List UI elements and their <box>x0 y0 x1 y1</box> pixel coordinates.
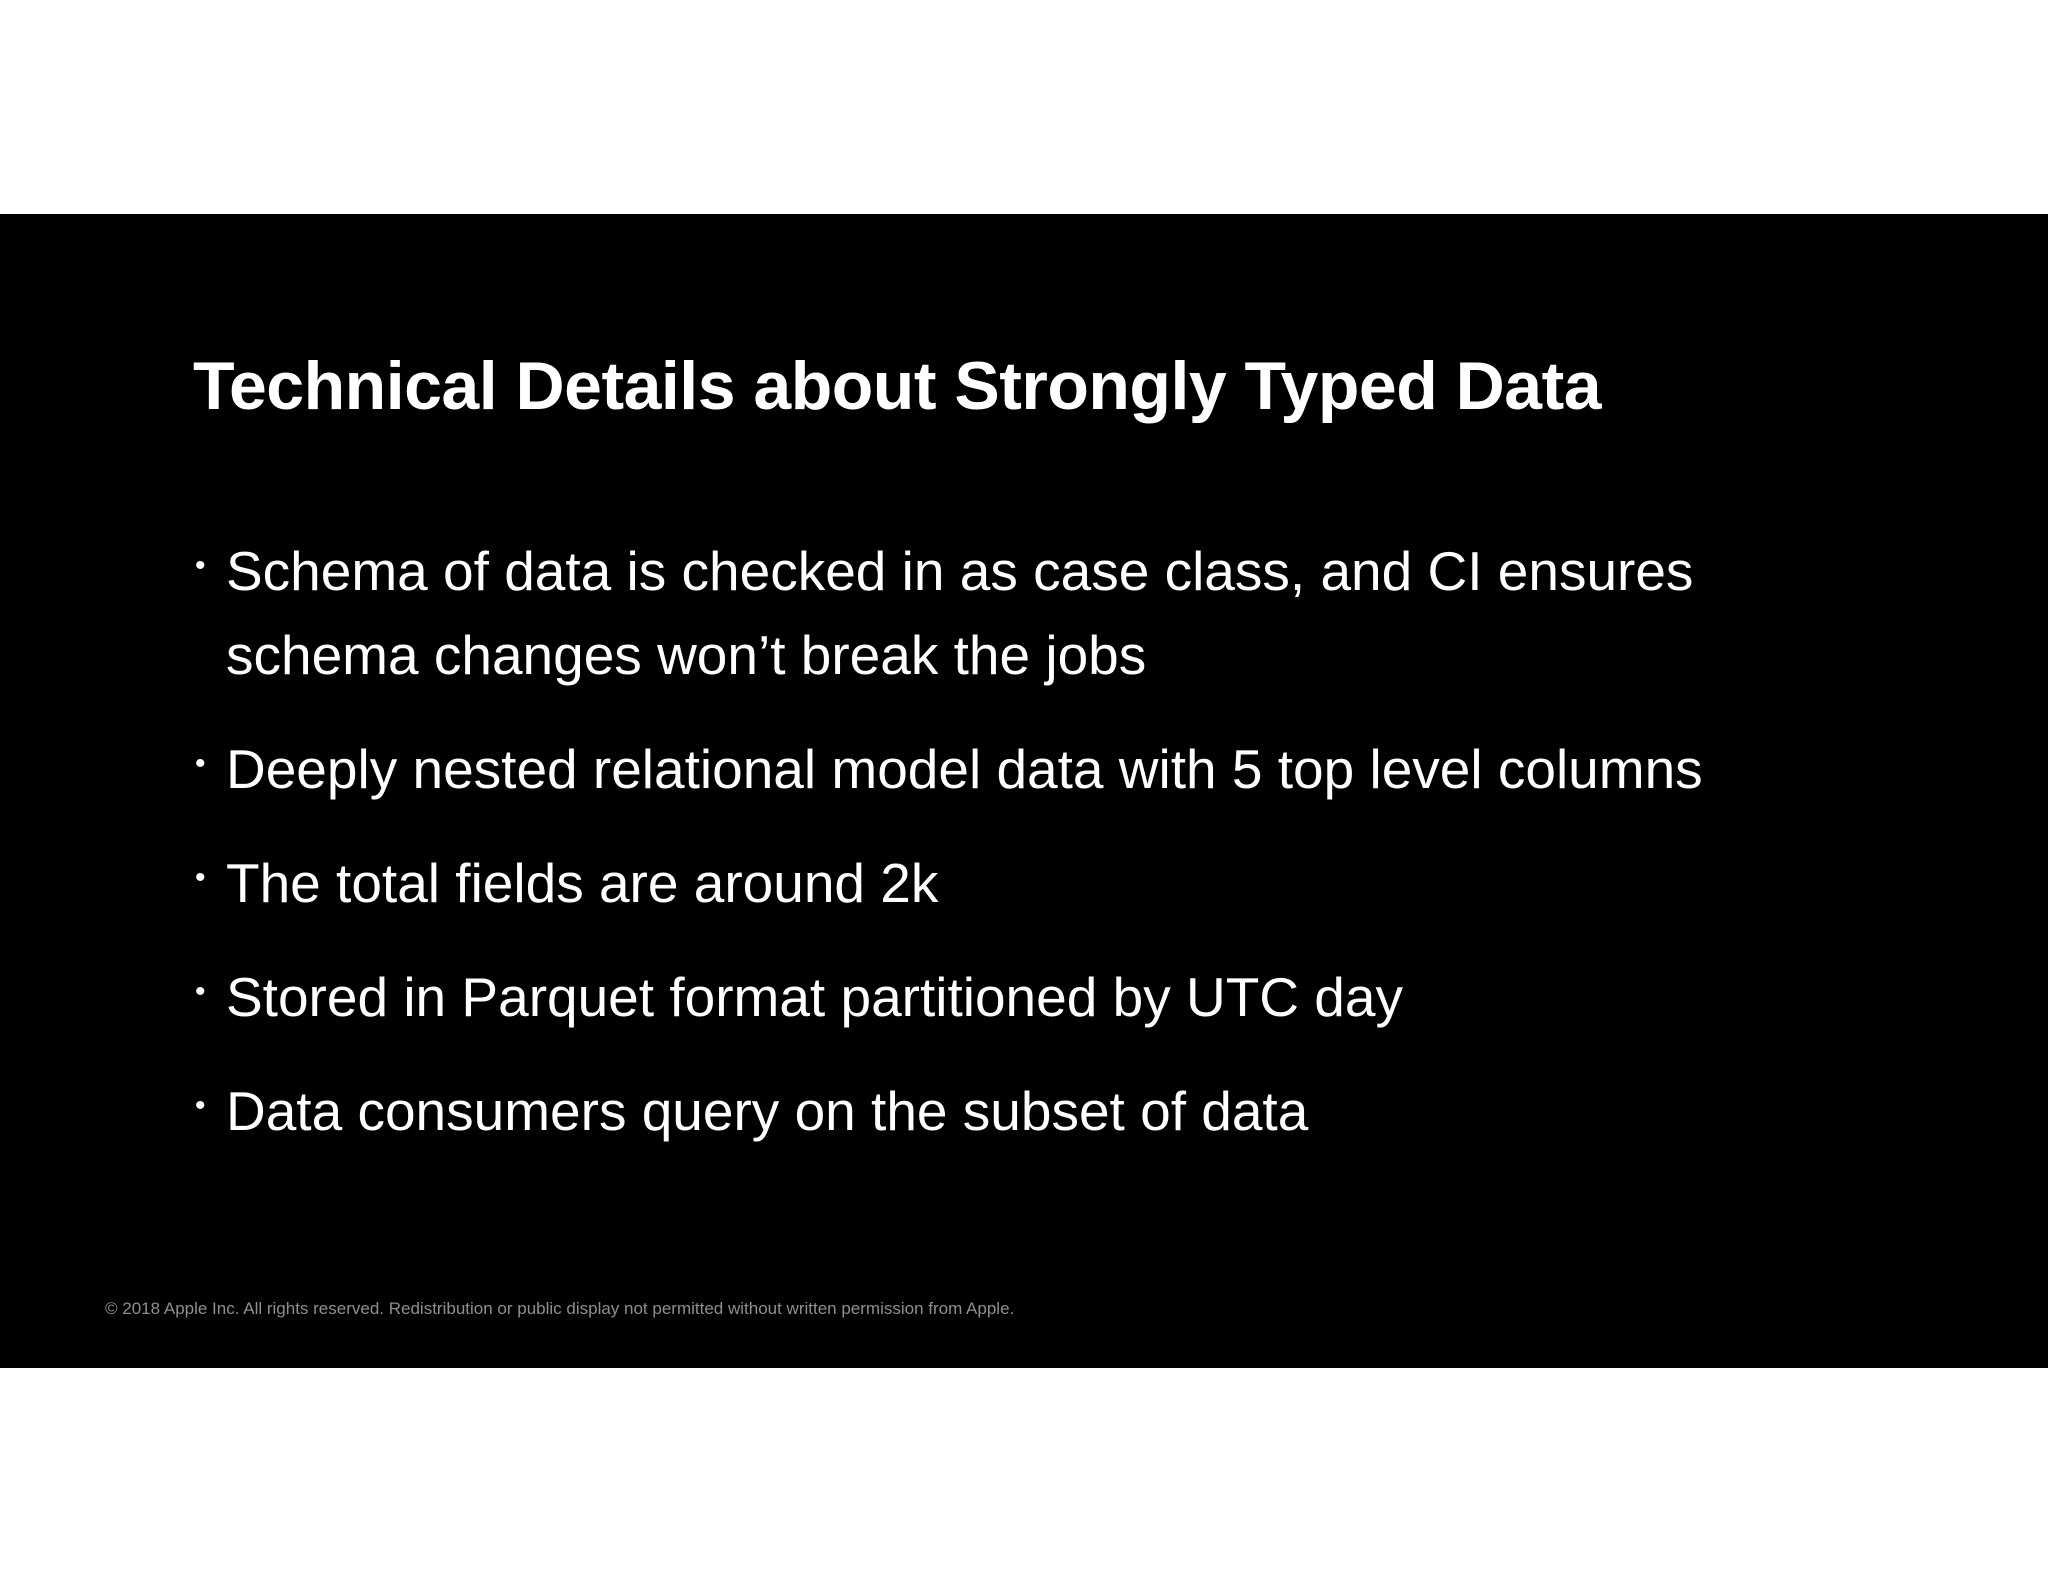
bullet-text: Schema of data is checked in as case class, and CI ensures schema changes won’t break the jobs <box>226 540 1694 686</box>
copyright-footer: © 2018 Apple Inc. All rights reserved. Redistribution or public display not permitted without written permission from Apple. <box>105 1299 1015 1318</box>
bullet-item <box>193 529 1893 697</box>
bullet-icon: • <box>195 549 206 582</box>
bullet-text: Data consumers query on the subset of data <box>226 1080 1309 1142</box>
bullet-list <box>193 529 1893 1183</box>
bullet-text: The total fields are around 2k <box>226 852 939 914</box>
bullet-text: Stored in Parquet format partitioned by UTC day <box>226 966 1403 1028</box>
bullet-icon: • <box>195 747 206 780</box>
slide <box>0 214 2048 1368</box>
bullet-item <box>193 841 1893 925</box>
bullet-item <box>193 727 1893 811</box>
slide-title: Technical Details about Strongly Typed Data <box>193 348 1602 424</box>
bullet-item <box>193 955 1893 1039</box>
bullet-text: Deeply nested relational model data with 5 top level columns <box>226 738 1703 800</box>
bullet-icon: • <box>195 975 206 1008</box>
bullet-icon: • <box>195 1089 206 1122</box>
bullet-icon: • <box>195 861 206 894</box>
bullet-item <box>193 1069 1893 1153</box>
